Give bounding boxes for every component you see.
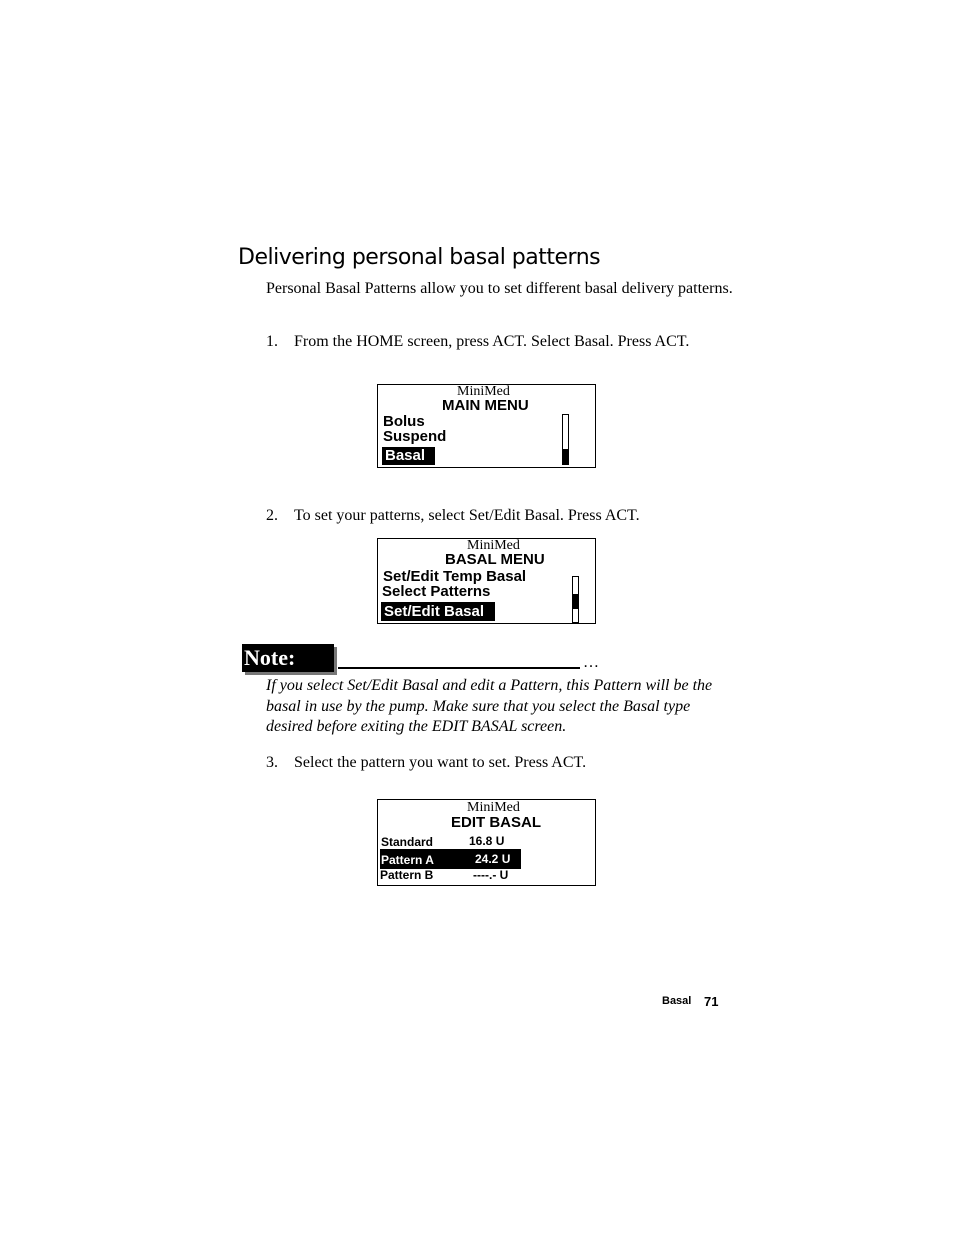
footer-section-name: Basal [662, 995, 692, 1007]
screen-brand: MiniMed [467, 538, 520, 553]
step-number: 3. [266, 754, 278, 771]
pattern-name-pattern-b[interactable]: Pattern B [380, 868, 434, 882]
step-3 [266, 753, 586, 773]
menu-item-set-edit-temp-basal[interactable]: Set/Edit Temp Basal [383, 568, 527, 585]
step-2 [266, 506, 640, 526]
note-text: If you select Set/Edit Basal and edit a Pattern, this Pattern will be the basal in use by the pump. Make sure that you select the Basal type desired before exiting the EDIT BASAL screen. [266, 677, 713, 735]
step-text: To set your patterns, select Set/Edit Basal. Press ACT. [294, 507, 640, 524]
note-label: Note: [244, 645, 296, 670]
pump-screen-main-menu [377, 384, 596, 468]
scrollbar [562, 414, 569, 465]
note-rule [338, 667, 580, 669]
pattern-name-pattern-a[interactable]: Pattern A [381, 853, 434, 867]
menu-item-basal[interactable]: Basal [382, 447, 435, 465]
note-ellipsis: … [583, 654, 599, 671]
pattern-value-pattern-b: ----.- U [473, 868, 509, 882]
scrollbar-thumb [563, 449, 568, 464]
pattern-name-standard[interactable]: Standard [381, 835, 434, 849]
step-text: From the HOME screen, press ACT. Select Basal. Press ACT. [294, 333, 690, 350]
scrollbar [572, 576, 579, 623]
step-1 [266, 332, 689, 352]
step-number: 2. [266, 507, 278, 524]
screen-brand: MiniMed [467, 800, 520, 815]
pattern-value-standard: 16.8 U [469, 834, 505, 848]
intro-paragraph: Personal Basal Patterns allow you to set different basal delivery patterns. [266, 280, 733, 297]
pump-screen-basal-menu [377, 538, 596, 624]
menu-item-suspend[interactable]: Suspend [383, 428, 447, 445]
step-number: 1. [266, 333, 278, 350]
pump-screen-edit-basal [377, 799, 596, 886]
menu-item-set-edit-basal[interactable]: Set/Edit Basal [381, 602, 495, 621]
scrollbar-thumb [573, 594, 578, 609]
section-heading: Delivering personal basal patterns [238, 245, 601, 270]
screen-title: BASAL MENU [445, 551, 545, 568]
footer-page-number: 71 [704, 994, 719, 1009]
menu-item-select-patterns[interactable]: Select Patterns [382, 583, 491, 600]
note-label-box [242, 644, 334, 672]
step-text: Select the pattern you want to set. Press ACT. [294, 754, 587, 771]
screen-title: MAIN MENU [442, 397, 529, 414]
screen-brand: MiniMed [457, 384, 510, 399]
menu-item-bolus[interactable]: Bolus [383, 413, 425, 430]
pattern-value-pattern-a: 24.2 U [475, 852, 511, 866]
screen-title: EDIT BASAL [451, 814, 541, 831]
